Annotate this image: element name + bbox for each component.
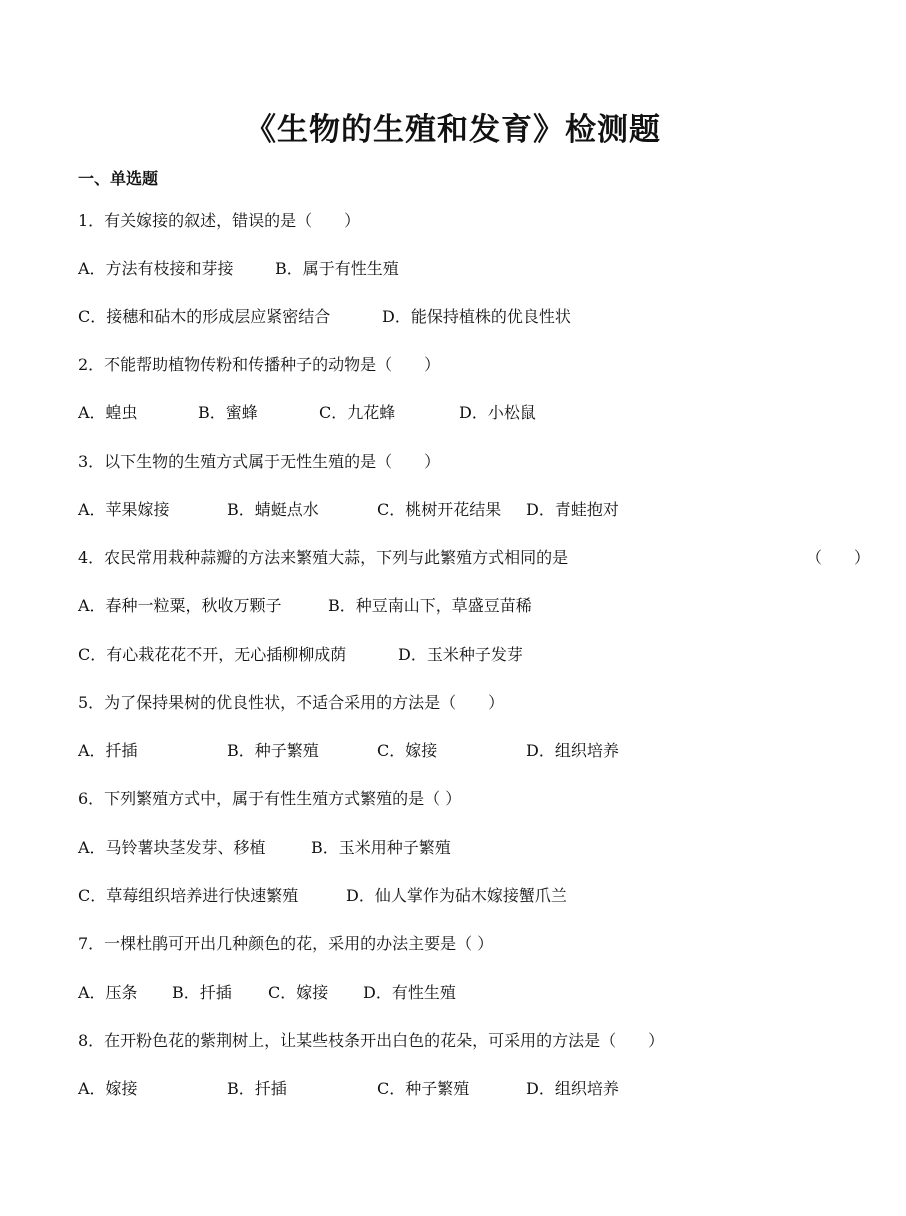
option-d: D．小松鼠	[459, 403, 536, 422]
option-b: B．扦插	[172, 983, 232, 1002]
option-d: D．能保持植株的优良性状	[382, 307, 571, 326]
option-a: A．压条	[78, 983, 138, 1002]
question-stem: 7．一棵杜鹃可开出几种颜色的花，采用的办法主要是（ ）	[78, 934, 494, 953]
option-c: C．草莓组织培养进行快速繁殖	[78, 886, 299, 905]
option-b: B．蜻蜓点水	[227, 500, 319, 519]
option-d: D．玉米种子发芽	[398, 645, 523, 664]
option-a: A．蝗虫	[78, 403, 138, 422]
question-stem: 8．在开粉色花的紫荆树上，让某些枝条开出白色的花朵，可采用的方法是（ ）	[78, 1031, 665, 1050]
option-d: D．仙人掌作为砧木嫁接蟹爪兰	[346, 886, 567, 905]
option-a: A．春种一粒粟，秋收万颗子	[78, 596, 282, 615]
option-b: B．种子繁殖	[227, 741, 319, 760]
section-heading: 一、单选题	[78, 169, 159, 188]
question-stem: 6．下列繁殖方式中，属于有性生殖方式繁殖的是（ ）	[78, 789, 462, 808]
option-c: C．有心栽花花不开，无心插柳柳成荫	[78, 645, 347, 664]
answer-parenthesis: （ ）	[806, 548, 871, 567]
option-c: C．接穗和砧木的形成层应紧密结合	[78, 307, 331, 326]
page-title: 《生物的生殖和发育》检测题	[245, 112, 661, 148]
option-c: C．嫁接	[268, 983, 329, 1002]
option-d: D．组织培养	[526, 1079, 619, 1098]
question-stem: 4．农民常用栽种蒜瓣的方法来繁殖大蒜，下列与此繁殖方式相同的是	[78, 548, 569, 567]
question-stem: 5．为了保持果树的优良性状，不适合采用的方法是（ ）	[78, 693, 505, 712]
option-c: C．桃树开花结果	[377, 500, 502, 519]
option-d: D．组织培养	[526, 741, 619, 760]
option-a: A．苹果嫁接	[78, 500, 170, 519]
option-a: A．方法有枝接和芽接	[78, 259, 234, 278]
option-d: D．有性生殖	[363, 983, 456, 1002]
question-stem: 3．以下生物的生殖方式属于无性生殖的是（ ）	[78, 452, 441, 471]
option-c: C．九花蜂	[319, 403, 396, 422]
option-a: A．马铃薯块茎发芽、移植	[78, 838, 266, 857]
option-b: B．扦插	[227, 1079, 287, 1098]
option-b: B．蜜蜂	[198, 403, 258, 422]
option-d: D．青蛙抱对	[526, 500, 619, 519]
option-b: B．属于有性生殖	[275, 259, 399, 278]
question-stem: 1．有关嫁接的叙述，错误的是（ ）	[78, 211, 361, 230]
question-stem: 2．不能帮助植物传粉和传播种子的动物是（ ）	[78, 355, 441, 374]
option-b: B．玉米用种子繁殖	[311, 838, 451, 857]
option-a: A．嫁接	[78, 1079, 138, 1098]
option-c: C．种子繁殖	[377, 1079, 470, 1098]
option-c: C．嫁接	[377, 741, 438, 760]
option-b: B．种豆南山下，草盛豆苗稀	[328, 596, 532, 615]
option-a: A．扦插	[78, 741, 138, 760]
